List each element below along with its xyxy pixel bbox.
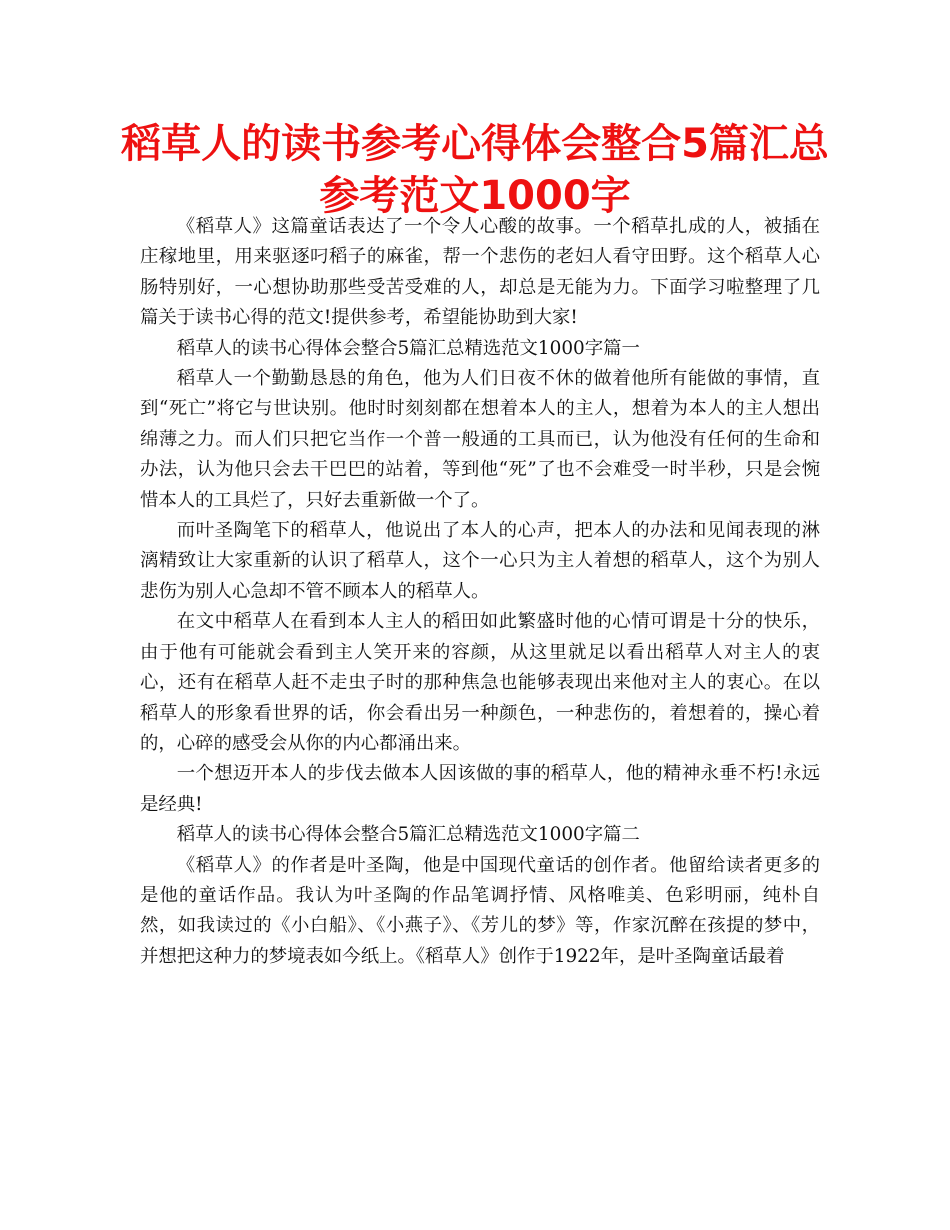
- paragraph: 《稻草人》的作者是叶圣陶，他是中国现代童话的创作者。他留给读者更多的是他的童话作品。我认为叶圣陶的作品笔调抒情、风格唯美、色彩明丽，纯朴自然，如我读过的《小白船》、《小燕子》、《芳儿的梦》等，作家沉醉在孩提的梦中，并想把这种力的梦境表如今纸上。《稻草人》创作于1922年，是叶圣陶童话最着: [140, 854, 820, 967]
- paragraph: 稻草人一个勤勤恳恳的角色，他为人们日夜不休的做着他所有能做的事情，直到“死亡”将它与世诀别。他时时刻刻都在想着本人的主人，想着为本人的主人想出绵薄之力。而人们只把它当作一个普一般通的工具而已，认为他没有任何的生命和办法，认为他只会去干巴巴的站着，等到他“死”了也不会难受一时半秒，只是会惋惜本人的工具烂了，只好去重新做一个了。: [140, 368, 820, 511]
- paragraph: 在文中稻草人在看到本人主人的稻田如此繁盛时他的心情可谓是十分的快乐，由于他有可能就会看到主人笑开来的容颜，从这里就足以看出稻草人对主人的衷心，还有在稻草人赶不走虫子时的那种焦急也能够表现出来他对主人的衷心。在以稻草人的形象看世界的话，你会看出另一种颜色，一种悲伤的，着想着的，操心着的，心碎的感受会从你的内心都涌出来。: [140, 611, 820, 754]
- section-heading-2: 稻草人的读书心得体会整合5篇汇总精选范文1000字篇二: [176, 824, 640, 846]
- document-title: 稻草人的读书参考心得体会整合5篇汇总参考范文1000字: [121, 121, 829, 219]
- paragraph: 一个想迈开本人的步伐去做本人因该做的事的稻草人，他的精神永垂不朽!永远是经典!: [140, 763, 820, 815]
- document-body: [140, 212, 820, 972]
- paragraph: 而叶圣陶笔下的稻草人，他说出了本人的心声，把本人的办法和见闻表现的淋漓精致让大家重新的认识了稻草人，这个一心只为主人着想的稻草人，这个为别人悲伤为别人心急却不管不顾本人的稻草人。: [140, 520, 820, 602]
- section-heading-1: 稻草人的读书心得体会整合5篇汇总精选范文1000字篇一: [176, 337, 640, 359]
- paragraph-intro: 《稻草人》这篇童话表达了一个令人心酸的故事。一个稻草扎成的人，被插在庄稼地里，用来驱逐叼稻子的麻雀，帮一个悲伤的老妇人看守田野。这个稻草人心肠特别好，一心想协助那些受苦受难的人，却总是无能为力。下面学习啦整理了几篇关于读书心得的范文!提供参考，希望能协助到大家!: [140, 216, 820, 329]
